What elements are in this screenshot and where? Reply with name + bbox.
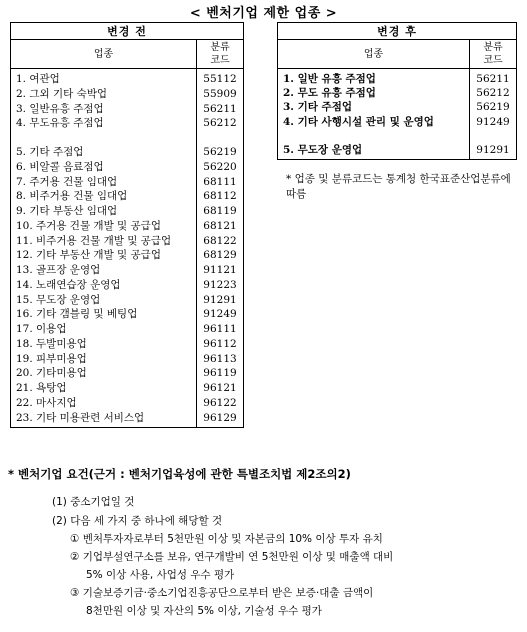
before-name-cell (11, 69, 197, 428)
before-row-code: 56220 (203, 160, 237, 173)
before-row-code: 96112 (203, 337, 237, 350)
before-row-name: 6. 비알콜 음료점업 (16, 160, 104, 173)
requirement-item-1: (1) 중소기업일 것 (52, 496, 135, 508)
before-row-name: 12. 기타 부동산 개발 및 공급업 (16, 249, 161, 262)
requirement-sub-2-line-1: ② 기업부설연구소를 보유, 연구개발비 연 5천만원 이상 및 매출액 대비 (70, 551, 394, 563)
before-row-code: 56219 (203, 146, 237, 158)
classification-note: * 업종 및 분류코드는 통계청 한국표준산업분류에 따름 (286, 173, 511, 200)
requirements-title: * 벤처기업 요건(근거 : 벤처기업육성에 관한 특별조치법 제2조의2) (8, 467, 351, 481)
before-row-name: 5. 기타 주점업 (16, 146, 84, 158)
after-col-name: 업종 (278, 40, 470, 69)
requirement-sub-1: ① 벤처투자자로부터 5천만원 이상 및 자본금의 10% 이상 투자 유치 (70, 533, 383, 545)
before-row-name: 2. 그외 기타 숙박업 (16, 87, 108, 100)
before-row-name: 18. 두발미용업 (16, 337, 87, 350)
after-row-code: 56212 (476, 87, 510, 100)
before-row-code: 55112 (203, 73, 237, 85)
requirement-sub-3-line-1: ③ 기술보증기금·중소기업진흥공단으로부터 받은 보증·대출 금액이 (70, 587, 374, 599)
before-row-code: 68129 (203, 249, 237, 262)
row-gap (16, 131, 193, 145)
before-row-code: 91291 (203, 293, 237, 306)
before-row-code: 96121 (203, 382, 237, 394)
after-row-code: 56219 (476, 101, 510, 114)
before-row-code: 91249 (203, 308, 237, 321)
before-table (10, 22, 244, 428)
after-row-name: 4. 기타 사행시설 관리 및 운영업 (283, 115, 434, 128)
requirement-item-2: (2) 다음 세 가지 중 하나에 해당할 것 (52, 515, 223, 527)
after-name-cell (278, 69, 470, 160)
after-table (277, 22, 517, 160)
before-row-name: 7. 주거용 건물 임대업 (16, 175, 118, 188)
before-row-code: 91223 (203, 278, 237, 291)
before-row-code: 55909 (203, 87, 237, 100)
requirement-sub-3-line-2: 8천만원 이상 및 자산의 5% 이상, 기술성 우수 평가 (86, 605, 322, 617)
after-col-code: 분류 코드 (470, 40, 517, 69)
after-row-name: 2. 무도 유흥 주점업 (283, 87, 376, 100)
before-row-code: 96113 (203, 352, 237, 365)
before-code-cell (197, 69, 244, 428)
after-row-name: 5. 무도장 운영업 (283, 143, 363, 156)
before-row-code: 68119 (203, 205, 237, 217)
before-row-name: 21. 욕탕업 (16, 382, 67, 394)
row-gap (199, 131, 241, 145)
before-row-code: 68112 (203, 190, 237, 203)
after-row-code: 56211 (476, 73, 510, 85)
before-row-name: 1. 여관업 (16, 73, 60, 85)
before-row-code: 96129 (203, 411, 237, 424)
before-row-code: 91121 (203, 264, 237, 276)
before-row-name: 19. 피부미용업 (16, 352, 87, 365)
after-code-cell (470, 69, 517, 160)
before-row-code: 96119 (203, 367, 237, 380)
before-row-code: 68122 (203, 234, 237, 247)
before-row-name: 20. 기타미용업 (16, 367, 87, 380)
before-row-name: 4. 무도유흥 주점업 (16, 117, 104, 130)
before-col-name: 업종 (11, 40, 197, 69)
before-row-code: 56212 (203, 117, 237, 130)
before-col-code: 분류 코드 (197, 40, 244, 69)
before-row-code: 68111 (203, 175, 237, 188)
after-row-name: 3. 기타 주점업 (283, 101, 352, 114)
before-row-name: 17. 이용업 (16, 323, 67, 335)
before-row-name: 3. 일반유흥 주점업 (16, 102, 104, 115)
after-row-name: 1. 일반 유흥 주점업 (283, 73, 376, 85)
before-row-name: 11. 비주거용 건물 개발 및 공급업 (16, 234, 172, 247)
before-row-name: 9. 기타 부동산 임대업 (16, 205, 118, 217)
before-row-code: 96111 (203, 323, 237, 335)
before-row-name: 22. 마사지업 (16, 396, 77, 409)
before-row-name: 8. 비주거용 건물 임대업 (16, 190, 128, 203)
page-title: < 벤처기업 제한 업종 > (189, 6, 338, 21)
before-header: 변경 전 (11, 23, 244, 40)
before-row-code: 96122 (203, 396, 237, 409)
before-row-name: 16. 기타 갬블링 및 베팅업 (16, 308, 138, 321)
before-row-name: 15. 무도장 운영업 (16, 293, 101, 306)
before-row-name: 10. 주거용 건물 개발 및 공급업 (16, 219, 161, 232)
before-row-code: 68121 (203, 219, 237, 232)
requirement-sub-2-line-2: 5% 이상 사용, 사업성 우수 평가 (86, 569, 235, 581)
before-row-name: 23. 기타 미용관련 서비스업 (16, 411, 145, 424)
after-row-code: 91291 (476, 143, 510, 156)
before-row-code: 56211 (203, 102, 237, 115)
before-row-name: 14. 노래연습장 운영업 (16, 278, 121, 291)
before-row-name: 13. 골프장 운영업 (16, 264, 101, 276)
after-row-code: 91249 (476, 115, 510, 128)
after-header: 변경 후 (278, 23, 517, 40)
